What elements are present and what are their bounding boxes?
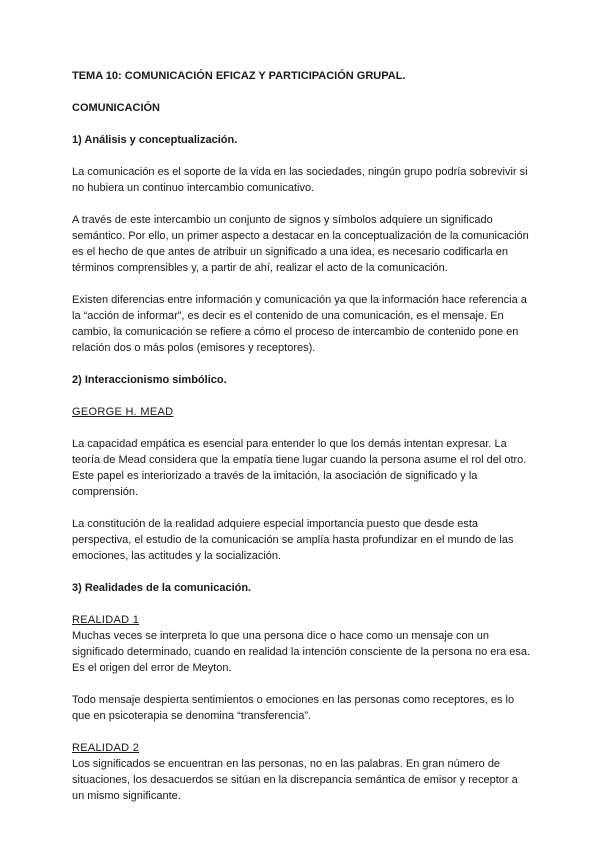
paragraph: La comunicación es el soporte de la vida en las sociedades, ningún grupo podría sobrevivir si no hubiera un continuo intercambio comunicativo. (72, 166, 528, 194)
subsection-3-heading: 3) Realidades de la comunicación. (72, 582, 252, 594)
realidad-1-label: REALIDAD 1 (72, 614, 140, 626)
paragraph: Todo mensaje despierta sentimientos o emociones en las personas como receptores, es lo que en psicoterapia se denomina “transferencia”. (72, 694, 515, 722)
subsection-2-heading: 2) Interaccionismo simbólico. (72, 374, 227, 386)
document-title: TEMA 10: COMUNICACIÓN EFICAZ Y PARTICIPACIÓN GRUPAL. (72, 70, 406, 82)
realidad-2-label: REALIDAD 2 (72, 742, 140, 754)
paragraph: Los significados se encuentran en las personas, no en las palabras. En gran número de situaciones, los desacuerdos se sitúan en la discrepancia semántica de emisor y receptor a un mismo significante. (72, 758, 518, 802)
paragraph: Este papel es interiorizado a través de la imitación, la asociación de significado y la comprensión. (72, 470, 478, 498)
author-name: GEORGE H. MEAD (72, 406, 174, 418)
subsection-1-heading: 1) Análisis y conceptualización. (72, 134, 238, 146)
paragraph: La capacidad empática es esencial para entender lo que los demás intentan expresar. La teoría de Mead considera que la empatía tiene lugar cuando la persona asume el rol del otro. (72, 438, 527, 466)
section-heading: COMUNICACIÓN (72, 102, 160, 114)
paragraph: A través de este intercambio un conjunto de signos y símbolos adquiere un significado semántico. Por ello, un primer aspecto a destacar en la conceptualización de la comunicación es el hecho de que antes de atribuir un significado a una idea, es necesario codificarla en términos comprensibles y, a partir de ahí, realizar el acto de la comunicación. (72, 214, 529, 274)
document-page (72, 68, 532, 820)
paragraph: La constitución de la realidad adquiere especial importancia puesto que desde esta perspectiva, el estudio de la comunicación se amplía hasta profundizar en el mundo de las emociones, las actitudes y la socialización. (72, 518, 514, 562)
paragraph: Muchas veces se interpreta lo que una persona dice o hace como un mensaje con un significado determinado, cuando en realidad la intención consciente de la persona no era esa. Es el origen del error de Meyton. (72, 630, 531, 674)
paragraph: Existen diferencias entre información y comunicación ya que la información hace referencia a la “acción de informar”, es decir es el contenido de una comunicación, es el mensaje. En cambio, la comunicación se refiere a cómo el proceso de intercambio de contenido pone en relación dos o más polos (emisores y receptores). (72, 294, 527, 354)
